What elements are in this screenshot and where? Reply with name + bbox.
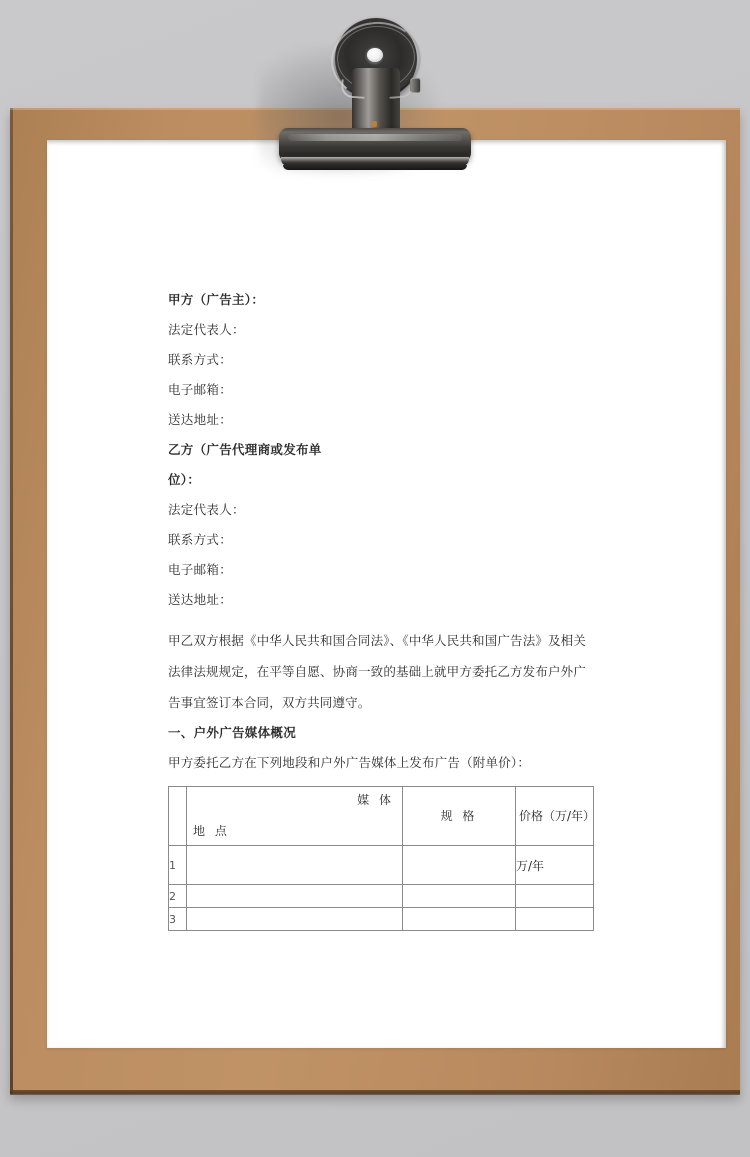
party-b-legal-rep: 法定代表人：	[168, 502, 245, 517]
row-index-3: 3	[169, 908, 187, 931]
row-spec-2[interactable]	[403, 885, 516, 908]
clip-pivot-pin	[410, 78, 421, 93]
row-price-1[interactable]: 万/年	[516, 846, 594, 885]
party-b-address: 送达地址：	[168, 592, 233, 607]
table-row[interactable]	[169, 885, 594, 908]
media-table	[168, 786, 594, 931]
row-site-3[interactable]	[187, 908, 403, 931]
party-b-title-line2: 位）：	[168, 472, 201, 487]
clip-spring-arm-left	[340, 79, 365, 99]
header-price-label: 价格（万/年）	[519, 809, 596, 823]
clipboard-clip[interactable]	[279, 18, 471, 173]
media-table-wrapper	[168, 786, 638, 931]
header-spec-label: 规 格	[440, 809, 478, 823]
party-a-address: 送达地址：	[168, 412, 233, 427]
clipboard-left-edge	[10, 108, 13, 1094]
row-index-1: 1	[169, 846, 187, 885]
clip-disc-highlight	[367, 48, 383, 62]
header-price-cell	[516, 787, 594, 846]
header-site-label: 地 点	[193, 824, 230, 838]
clip-neck-reflection	[372, 121, 377, 127]
header-spec-cell	[403, 787, 516, 846]
clipboard-bottom-edge	[10, 1090, 740, 1095]
section-one-heading: 一、户外广告媒体概况	[168, 725, 297, 740]
table-row[interactable]	[169, 846, 594, 885]
table-row[interactable]	[169, 908, 594, 931]
header-media-label: 媒 体	[357, 793, 394, 807]
row-site-2[interactable]	[187, 885, 403, 908]
clip-bar-lip	[283, 165, 467, 170]
clip-bar-highlight	[288, 134, 462, 141]
paper-sheet	[47, 140, 726, 1048]
party-a-title: 甲方（广告主）：	[168, 292, 265, 307]
row-site-1[interactable]	[187, 846, 403, 885]
party-b-email: 电子邮箱：	[168, 562, 233, 577]
paper-surface	[47, 140, 726, 1048]
party-a-legal-rep: 法定代表人：	[168, 322, 245, 337]
header-split-box	[187, 787, 402, 845]
spacer	[168, 615, 638, 625]
row-spec-1[interactable]	[403, 846, 516, 885]
row-price-2[interactable]	[516, 885, 594, 908]
row-price-3[interactable]	[516, 908, 594, 931]
row-index-2: 2	[169, 885, 187, 908]
party-b-contact: 联系方式：	[168, 532, 233, 547]
party-a-contact: 联系方式：	[168, 352, 233, 367]
preamble-paragraph: 甲乙双方根据《中华人民共和国合同法》、《中华人民共和国广告法》及相关法律法规规定，在平等自愿、协商一致的基础上就甲方委托乙方发布户外广告事宜签订本合同，双方共同遵守。	[168, 633, 586, 710]
row-spec-3[interactable]	[403, 908, 516, 931]
section-one-intro: 甲方委托乙方在下列地段和户外广告媒体上发布广告（附单价）：	[168, 755, 531, 770]
party-a-email: 电子邮箱：	[168, 382, 233, 397]
party-b-title-line1: 乙方（广告代理商或发布单	[168, 442, 322, 457]
document-body	[168, 285, 638, 931]
table-header-row	[169, 787, 594, 846]
header-index-cell	[169, 787, 187, 846]
header-media-site-cell	[187, 787, 403, 846]
